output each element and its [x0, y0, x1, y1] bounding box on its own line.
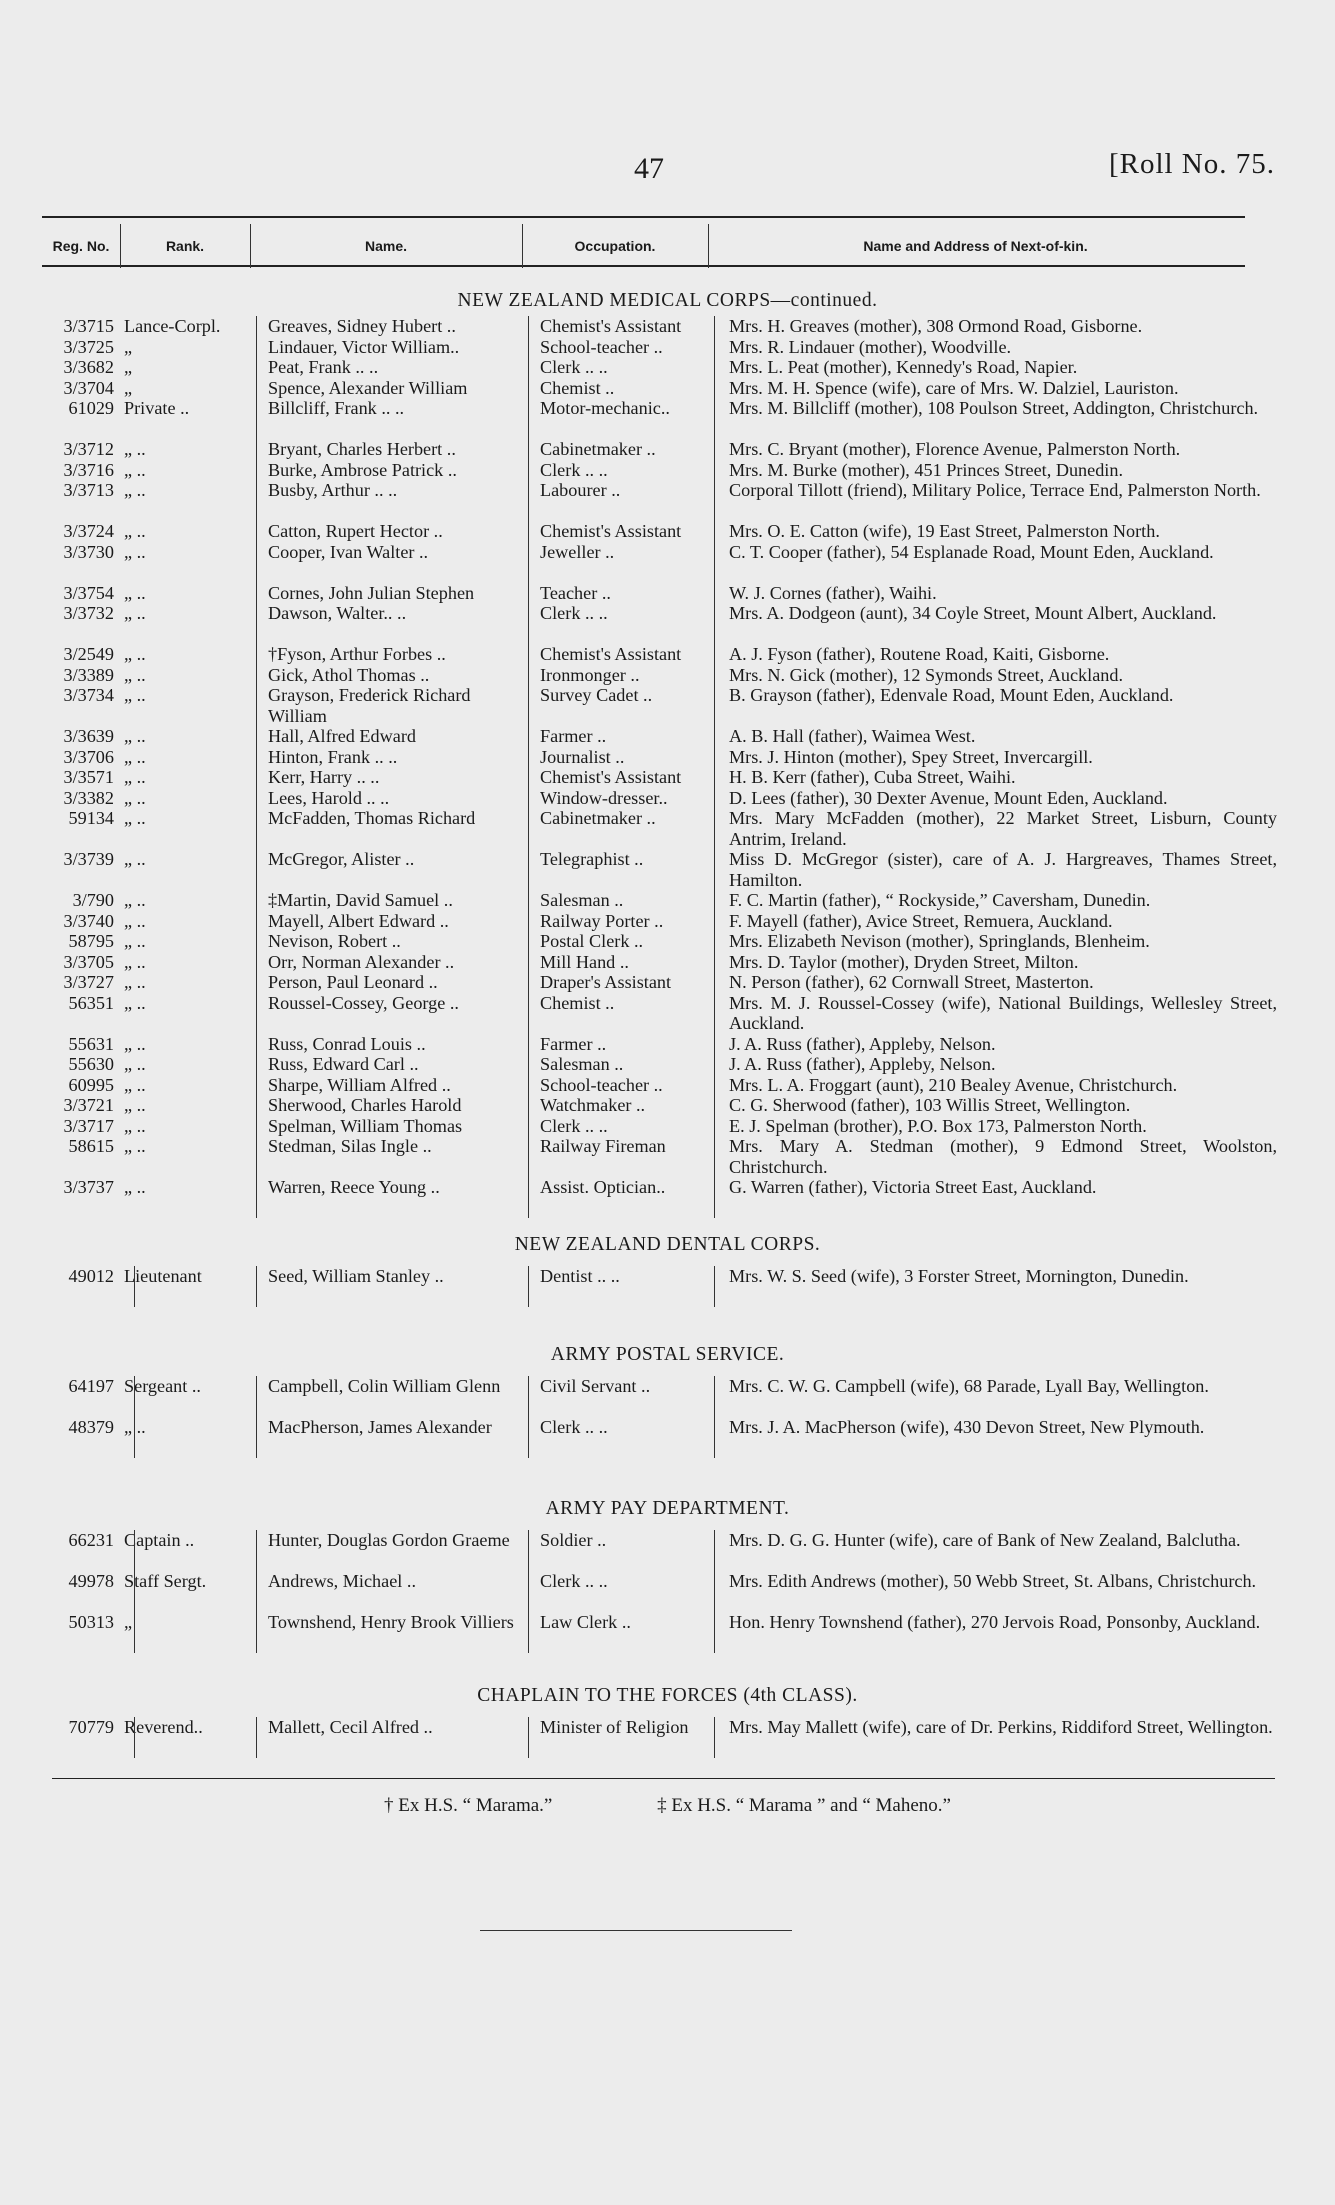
rank: „ ..	[124, 767, 146, 787]
roll-section	[0, 1342, 1335, 1458]
column-rule	[714, 1530, 715, 1653]
column-rule	[256, 1717, 257, 1758]
next-of-kin: Corporal Tillott (friend), Military Police, Terrace End, Palmerston North.	[729, 480, 1261, 500]
reg-number: 3/3389	[63, 664, 114, 685]
reg-number: 3/3739	[63, 849, 114, 869]
reg-number: 58795	[68, 931, 114, 951]
soldier-name: McGregor, Alister ..	[268, 849, 415, 869]
reg-number: 3/3705	[63, 951, 114, 972]
next-of-kin: Mrs. J. Hinton (mother), Spey Street, Invercargill.	[729, 746, 1093, 767]
roll-section	[0, 288, 1335, 1218]
rank: „ ..	[124, 1417, 146, 1437]
next-of-kin: E. J. Spelman (brother), P.O. Box 173, Palmerston North.	[729, 1115, 1147, 1136]
rank: „ ..	[124, 890, 146, 910]
rank: „ ..	[124, 439, 146, 459]
occupation: Telegraphist ..	[540, 849, 644, 869]
occupation: Farmer ..	[540, 1033, 607, 1054]
soldier-name: ‡Martin, David Samuel ..	[268, 890, 453, 910]
soldier-name: Townshend, Henry Brook Villiers	[268, 1612, 514, 1632]
next-of-kin: Mrs. D. Taylor (mother), Dryden Street, Milton.	[729, 951, 1079, 972]
next-of-kin: A. J. Fyson (father), Routene Road, Kaiti, Gisborne.	[729, 644, 1110, 664]
rank: „ ..	[124, 1136, 146, 1156]
reg-number: 3/3704	[63, 377, 114, 398]
rank: „ ..	[124, 808, 146, 828]
occupation: Ironmonger ..	[540, 664, 640, 685]
reg-number: 3/3713	[63, 480, 114, 500]
reg-number: 66231	[68, 1530, 114, 1550]
next-of-kin: A. B. Hall (father), Waimea West.	[729, 726, 976, 746]
occupation: Labourer ..	[540, 480, 621, 500]
soldier-name: Catton, Rupert Hector ..	[268, 521, 443, 541]
reg-number: 3/3712	[63, 439, 114, 459]
rank: Captain ..	[124, 1530, 195, 1550]
occupation: Mill Hand ..	[540, 951, 629, 972]
soldier-name: Hinton, Frank .. ..	[268, 746, 398, 767]
soldier-name: Mayell, Albert Edward ..	[268, 910, 449, 931]
header-rule-top	[42, 216, 1245, 218]
next-of-kin: Mrs. D. G. G. Hunter (wife), care of Bank of New Zealand, Balclutha.	[729, 1530, 1241, 1550]
occupation: Cabinetmaker ..	[540, 808, 656, 828]
soldier-name: Campbell, Colin William Glenn	[268, 1376, 501, 1396]
reg-number: 3/3382	[63, 787, 114, 808]
header-kin: Name and Address of Next-of-kin.	[863, 238, 1088, 254]
next-of-kin: Mrs. Mary A. Stedman (mother), 9 Edmond Street, Woolston, Christchurch.	[729, 1136, 1277, 1177]
reg-number: 61029	[68, 398, 114, 418]
soldier-name: Cooper, Ivan Walter ..	[268, 541, 429, 562]
column-rule	[714, 1717, 715, 1758]
occupation: Motor-mechanic..	[540, 398, 670, 418]
occupation: Watchmaker ..	[540, 1095, 646, 1115]
reg-number: 55631	[68, 1033, 114, 1054]
rank: „ ..	[124, 521, 146, 541]
roll-section	[0, 1683, 1335, 1758]
next-of-kin: Mrs. Elizabeth Nevison (mother), Springlands, Blenheim.	[729, 931, 1150, 951]
reg-number: 49978	[68, 1571, 114, 1591]
end-rule	[480, 1930, 792, 1931]
soldier-name: McFadden, Thomas Richard	[268, 808, 476, 828]
next-of-kin: Mrs. May Mallett (wife), care of Dr. Perkins, Riddiford Street, Wellington.	[729, 1717, 1273, 1737]
section-title: NEW ZEALAND MEDICAL CORPS—continued.	[457, 290, 878, 311]
occupation: Farmer ..	[540, 726, 607, 746]
soldier-name: Hall, Alfred Edward	[268, 726, 416, 746]
soldier-name: Sherwood, Charles Harold	[268, 1095, 462, 1115]
next-of-kin: Mrs. Edith Andrews (mother), 50 Webb Street, St. Albans, Christchurch.	[729, 1571, 1257, 1591]
reg-number: 3/3730	[63, 541, 114, 562]
occupation: Journalist ..	[540, 746, 625, 767]
rank: „ ..	[124, 664, 146, 685]
column-rule	[256, 316, 257, 1218]
rank: „ ..	[124, 746, 146, 767]
column-rule	[714, 316, 715, 1218]
reg-number: 56351	[68, 992, 114, 1013]
occupation: Salesman ..	[540, 890, 624, 910]
reg-number: 48379	[68, 1417, 114, 1437]
section-title: CHAPLAIN TO THE FORCES (4th CLASS).	[477, 1685, 858, 1706]
next-of-kin: B. Grayson (father), Edenvale Road, Mount Eden, Auckland.	[729, 685, 1174, 705]
roll-section	[0, 1232, 1335, 1307]
footnotes	[0, 1795, 1335, 1817]
occupation: Chemist's Assistant	[540, 767, 682, 787]
occupation: Assist. Optician..	[540, 1177, 666, 1197]
soldier-name: Billcliff, Frank .. ..	[268, 398, 405, 418]
header-rank: Rank.	[165, 238, 205, 254]
soldier-name: Busby, Arthur .. ..	[268, 480, 398, 500]
next-of-kin: C. G. Sherwood (father), 103 Willis Street, Wellington.	[729, 1095, 1131, 1115]
next-of-kin: Mrs. M. Billcliff (mother), 108 Poulson Street, Addington, Christchurch.	[729, 398, 1259, 418]
next-of-kin: D. Lees (father), 30 Dexter Avenue, Mount Eden, Auckland.	[729, 787, 1168, 808]
rank: „ ..	[124, 685, 146, 705]
soldier-name: Andrews, Michael ..	[268, 1571, 416, 1591]
header-name: Name.	[364, 238, 408, 254]
soldier-name: †Fyson, Arthur Forbes ..	[268, 644, 446, 664]
rank: „ ..	[124, 603, 146, 623]
occupation: Survey Cadet ..	[540, 685, 653, 705]
occupation: Railway Fireman	[540, 1136, 666, 1156]
rank: „ ..	[124, 582, 146, 603]
rank: „ ..	[124, 1095, 146, 1115]
soldier-name: Warren, Reece Young ..	[268, 1177, 440, 1197]
footer-rule	[52, 1778, 1275, 1779]
occupation: Chemist ..	[540, 992, 615, 1013]
next-of-kin: Miss D. McGregor (sister), care of A. J. Hargreaves, Thames Street, Hamilton.	[729, 849, 1277, 890]
rank: „ ..	[124, 992, 146, 1013]
next-of-kin: Mrs. O. E. Catton (wife), 19 East Street, Palmerston North.	[729, 521, 1160, 541]
rank: „ ..	[124, 1054, 146, 1074]
reg-number: 70779	[68, 1717, 114, 1737]
reg-number: 3/3715	[63, 316, 114, 336]
next-of-kin: W. J. Cornes (father), Waihi.	[729, 582, 937, 603]
reg-number: 59134	[68, 808, 114, 828]
occupation: Soldier ..	[540, 1530, 607, 1550]
rank: „ ..	[124, 459, 146, 480]
next-of-kin: Mrs. A. Dodgeon (aunt), 34 Coyle Street, Mount Albert, Auckland.	[729, 603, 1217, 623]
column-rule	[528, 1717, 529, 1758]
reg-number: 3/3754	[63, 582, 114, 603]
rank: „ ..	[124, 541, 146, 562]
rank: „	[124, 336, 133, 357]
next-of-kin: Mrs. L. Peat (mother), Kennedy's Road, Napier.	[729, 357, 1078, 377]
column-rule	[256, 1266, 257, 1307]
soldier-name: Hunter, Douglas Gordon Graeme	[268, 1530, 510, 1550]
next-of-kin: Mrs. Mary McFadden (mother), 22 Market Street, Lisburn, County Antrim, Ireland.	[729, 808, 1277, 849]
reg-number: 60995	[68, 1074, 114, 1095]
next-of-kin: Mrs. M. Burke (mother), 451 Princes Street, Dunedin.	[729, 459, 1123, 480]
soldier-name: Russ, Conrad Louis ..	[268, 1033, 426, 1054]
occupation: School-teacher ..	[540, 336, 663, 357]
reg-number: 3/3571	[63, 767, 114, 787]
column-rule	[134, 1376, 135, 1458]
next-of-kin: Mrs. R. Lindauer (mother), Woodville.	[729, 336, 1012, 357]
rank: „	[124, 377, 133, 398]
next-of-kin: J. A. Russ (father), Appleby, Nelson.	[729, 1033, 996, 1054]
header-reg: Reg. No.	[52, 238, 110, 254]
occupation: Salesman ..	[540, 1054, 624, 1074]
soldier-name: Mallett, Cecil Alfred ..	[268, 1717, 433, 1737]
occupation: Dentist .. ..	[540, 1266, 620, 1286]
reg-number: 3/3732	[63, 603, 114, 623]
occupation: Clerk .. ..	[540, 357, 608, 377]
occupation: Chemist's Assistant	[540, 644, 682, 664]
next-of-kin: H. B. Kerr (father), Cuba Street, Waihi.	[729, 767, 1016, 787]
rank: „	[124, 1612, 133, 1632]
next-of-kin: Mrs. H. Greaves (mother), 308 Ormond Road, Gisborne.	[729, 316, 1143, 336]
soldier-name: Lindauer, Victor William..	[268, 336, 460, 357]
next-of-kin: Mrs. W. S. Seed (wife), 3 Forster Street, Mornington, Dunedin.	[729, 1266, 1189, 1286]
occupation: Chemist ..	[540, 377, 615, 398]
next-of-kin: Mrs. C. Bryant (mother), Florence Avenue, Palmerston North.	[729, 439, 1181, 459]
soldier-name: Dawson, Walter.. ..	[268, 603, 407, 623]
rank: „ ..	[124, 1115, 146, 1136]
reg-number: 3/2549	[63, 644, 114, 664]
reg-number: 3/3740	[63, 910, 114, 931]
reg-number: 3/3724	[63, 521, 114, 541]
reg-number: 3/3737	[63, 1177, 114, 1197]
rank: Private ..	[124, 398, 190, 418]
occupation: Clerk .. ..	[540, 1417, 608, 1437]
soldier-name: Seed, William Stanley ..	[268, 1266, 444, 1286]
soldier-name: Spence, Alexander William	[268, 377, 468, 398]
section-title: NEW ZEALAND DENTAL CORPS.	[514, 1234, 821, 1255]
next-of-kin: F. Mayell (father), Avice Street, Remuera, Auckland.	[729, 910, 1113, 931]
reg-number: 3/3721	[63, 1095, 114, 1115]
reg-number: 49012	[68, 1266, 114, 1286]
reg-number: 3/3716	[63, 459, 114, 480]
rank: „ ..	[124, 480, 146, 500]
column-rule	[134, 1530, 135, 1653]
occupation: Jeweller ..	[540, 541, 615, 562]
next-of-kin: Mrs. L. A. Froggart (aunt), 210 Bealey Avenue, Christchurch.	[729, 1074, 1178, 1095]
occupation: Cabinetmaker ..	[540, 439, 656, 459]
column-rule	[134, 1717, 135, 1758]
rank: „ ..	[124, 787, 146, 808]
rank: „ ..	[124, 644, 146, 664]
soldier-name: Cornes, John Julian Stephen	[268, 582, 475, 603]
occupation: Chemist's Assistant	[540, 316, 682, 336]
soldier-name: Orr, Norman Alexander ..	[268, 951, 455, 972]
next-of-kin: N. Person (father), 62 Cornwall Street, Masterton.	[729, 972, 1094, 992]
soldier-name: Greaves, Sidney Hubert ..	[268, 316, 456, 336]
reg-number: 3/3734	[63, 685, 114, 705]
soldier-name: Gick, Athol Thomas ..	[268, 664, 430, 685]
soldier-name: Lees, Harold .. ..	[268, 787, 390, 808]
rank: Staff Sergt.	[124, 1571, 207, 1591]
rank: Sergeant ..	[124, 1376, 201, 1396]
soldier-name: Spelman, William Thomas	[268, 1115, 463, 1136]
next-of-kin: C. T. Cooper (father), 54 Esplanade Road, Mount Eden, Auckland.	[729, 541, 1214, 562]
next-of-kin: Mrs. N. Gick (mother), 12 Symonds Street, Auckland.	[729, 664, 1124, 685]
rank: „ ..	[124, 972, 146, 992]
soldier-name: Stedman, Silas Ingle ..	[268, 1136, 432, 1156]
next-of-kin: F. C. Martin (father), “ Rockyside,” Caversham, Dunedin.	[729, 890, 1151, 910]
rank: „ ..	[124, 951, 146, 972]
next-of-kin: G. Warren (father), Victoria Street East, Auckland.	[729, 1177, 1097, 1197]
reg-number: 3/3682	[63, 357, 114, 377]
footnote: ‡ Ex H.S. “ Marama ” and “ Maheno.”	[657, 1795, 951, 1816]
next-of-kin: Hon. Henry Townshend (father), 270 Jervois Road, Ponsonby, Auckland.	[729, 1612, 1261, 1632]
soldier-name: Burke, Ambrose Patrick ..	[268, 459, 457, 480]
rank: „ ..	[124, 849, 146, 869]
rank: „ ..	[124, 1177, 146, 1197]
rank: „ ..	[124, 931, 146, 951]
reg-number: 55630	[68, 1054, 114, 1074]
occupation: Clerk .. ..	[540, 459, 608, 480]
section-title: ARMY PAY DEPARTMENT.	[545, 1498, 790, 1519]
roll-number: [Roll No. 75.	[1108, 148, 1275, 180]
occupation: Draper's Assistant	[540, 972, 672, 992]
rank: Reverend..	[124, 1717, 203, 1737]
rank: „ ..	[124, 726, 146, 746]
next-of-kin: Mrs. M. H. Spence (wife), care of Mrs. W. Dalziel, Lauriston.	[729, 377, 1179, 398]
reg-number: 50313	[68, 1612, 114, 1632]
reg-number: 58615	[68, 1136, 114, 1156]
occupation: Window-dresser..	[540, 787, 668, 808]
section-title: ARMY POSTAL SERVICE.	[550, 1344, 785, 1365]
page-number: 47	[634, 152, 664, 185]
column-rule	[714, 1266, 715, 1307]
soldier-name: Russ, Edward Carl ..	[268, 1054, 419, 1074]
occupation: Railway Porter ..	[540, 910, 664, 931]
occupation: Civil Servant ..	[540, 1376, 651, 1396]
soldier-name: Sharpe, William Alfred ..	[268, 1074, 451, 1095]
column-rule	[528, 316, 529, 1218]
column-rule	[256, 1530, 257, 1653]
rank: „ ..	[124, 910, 146, 931]
reg-number: 3/3717	[63, 1115, 114, 1136]
soldier-name: Peat, Frank .. ..	[268, 357, 379, 377]
rank: Lance-Corpl.	[124, 316, 221, 336]
column-rule	[528, 1530, 529, 1653]
occupation: Postal Clerk ..	[540, 931, 644, 951]
reg-number: 3/790	[72, 890, 114, 910]
occupation: Chemist's Assistant	[540, 521, 682, 541]
column-rule	[528, 1376, 529, 1458]
reg-number: 64197	[68, 1376, 114, 1396]
occupation: Clerk .. ..	[540, 1571, 608, 1591]
occupation: Clerk .. ..	[540, 603, 608, 623]
occupation: Law Clerk ..	[540, 1612, 631, 1632]
next-of-kin: Mrs. M. J. Roussel-Cossey (wife), National Buildings, Wellesley Street, Auckland.	[729, 992, 1277, 1033]
soldier-name: Bryant, Charles Herbert ..	[268, 439, 456, 459]
soldier-name: Nevison, Robert ..	[268, 931, 401, 951]
next-of-kin: Mrs. J. A. MacPherson (wife), 430 Devon Street, New Plymouth.	[729, 1417, 1205, 1437]
next-of-kin: J. A. Russ (father), Appleby, Nelson.	[729, 1054, 996, 1074]
column-rule	[714, 1376, 715, 1458]
header-occupation: Occupation.	[574, 238, 656, 254]
reg-number: 3/3706	[63, 746, 114, 767]
occupation: Teacher ..	[540, 582, 611, 603]
soldier-name: MacPherson, James Alexander	[268, 1417, 492, 1437]
reg-number: 3/3727	[63, 972, 114, 992]
column-rule	[528, 1266, 529, 1307]
soldier-name: Person, Paul Leonard ..	[268, 972, 438, 992]
soldier-name: Grayson, Frederick Richard William	[268, 685, 471, 726]
reg-number: 3/3725	[63, 336, 114, 357]
soldier-name: Roussel-Cossey, George ..	[268, 992, 459, 1013]
next-of-kin: Mrs. C. W. G. Campbell (wife), 68 Parade, Lyall Bay, Wellington.	[729, 1376, 1209, 1396]
rank: Lieutenant	[124, 1266, 202, 1286]
soldier-name: Kerr, Harry .. ..	[268, 767, 380, 787]
occupation: School-teacher ..	[540, 1074, 663, 1095]
column-rule	[134, 1266, 135, 1307]
roll-section	[0, 1496, 1335, 1653]
rank: „ ..	[124, 1033, 146, 1054]
reg-number: 3/3639	[63, 726, 114, 746]
rank: „	[124, 357, 133, 377]
rank: „ ..	[124, 1074, 146, 1095]
column-rule	[256, 1376, 257, 1458]
occupation: Clerk .. ..	[540, 1115, 608, 1136]
occupation: Minister of Religion	[540, 1717, 689, 1737]
footnote: † Ex H.S. “ Marama.”	[384, 1795, 553, 1816]
